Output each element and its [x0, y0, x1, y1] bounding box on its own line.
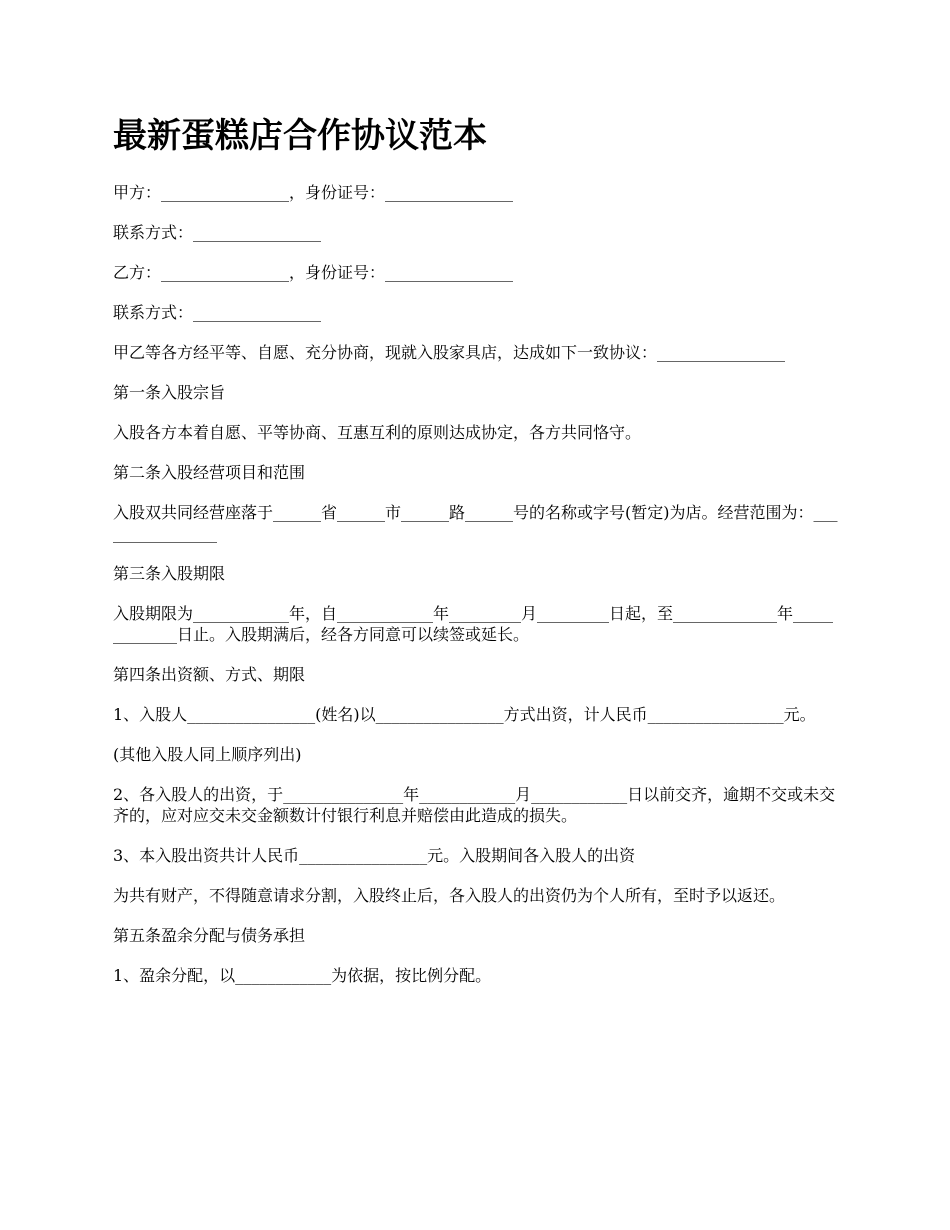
article-5-heading: 第五条盈余分配与债务承担: [113, 926, 306, 945]
article-4-note: (其他入股人同上顺序列出): [113, 745, 302, 764]
article-4-clause-2: 2、各入股人的出资，于_______________年____________月____________日以前交齐，逾期不交或未交齐的，应对应交未交金额数计付银行利息并赔偿由此造成的损失。: [113, 785, 836, 825]
article-2-body: 入股双共同经营座落于______省______市______路______号的名称或字号(暂定)为店。经营范围为：________________: [113, 503, 838, 543]
party-a-contact-line: 联系方式：________________: [113, 223, 322, 242]
party-a-line: 甲方：________________，身份证号：________________: [113, 183, 514, 202]
article-2-heading: 第二条入股经营项目和范围: [113, 463, 306, 482]
document-title: 最新蛋糕店合作协议范本: [113, 116, 487, 156]
article-4-clause-1: 1、入股人________________(姓名)以________________方式出资，计人民币_________________元。: [113, 705, 816, 724]
article-5-clause-1: 1、盈余分配，以____________为依据，按比例分配。: [113, 966, 492, 985]
article-4-clause-3: 3、本入股出资共计人民币________________元。入股期间各入股人的出资: [113, 846, 636, 865]
agreement-intro: 甲乙等各方经平等、自愿、充分协商，现就入股家具店，达成如下一致协议：________________: [113, 343, 786, 362]
article-4-heading: 第四条出资额、方式、期限: [113, 665, 306, 684]
party-b-contact-line: 联系方式：________________: [113, 303, 322, 322]
article-1-body: 入股各方本着自愿、平等协商、互惠互利的原则达成协定，各方共同恪守。: [113, 423, 642, 442]
article-1-heading: 第一条入股宗旨: [113, 383, 226, 402]
article-3-heading: 第三条入股期限: [113, 564, 226, 583]
article-3-body: 入股期限为____________年，自____________年_________月_________日起，至_____________年_____________日止。入股期满后，经各方同意可以续签或延长。: [113, 604, 834, 644]
party-b-line: 乙方：________________，身份证号：________________: [113, 263, 514, 282]
article-4-clause-3-cont: 为共有财产，不得随意请求分割，入股终止后，各入股人的出资仍为个人所有，至时予以返还。: [113, 886, 786, 905]
